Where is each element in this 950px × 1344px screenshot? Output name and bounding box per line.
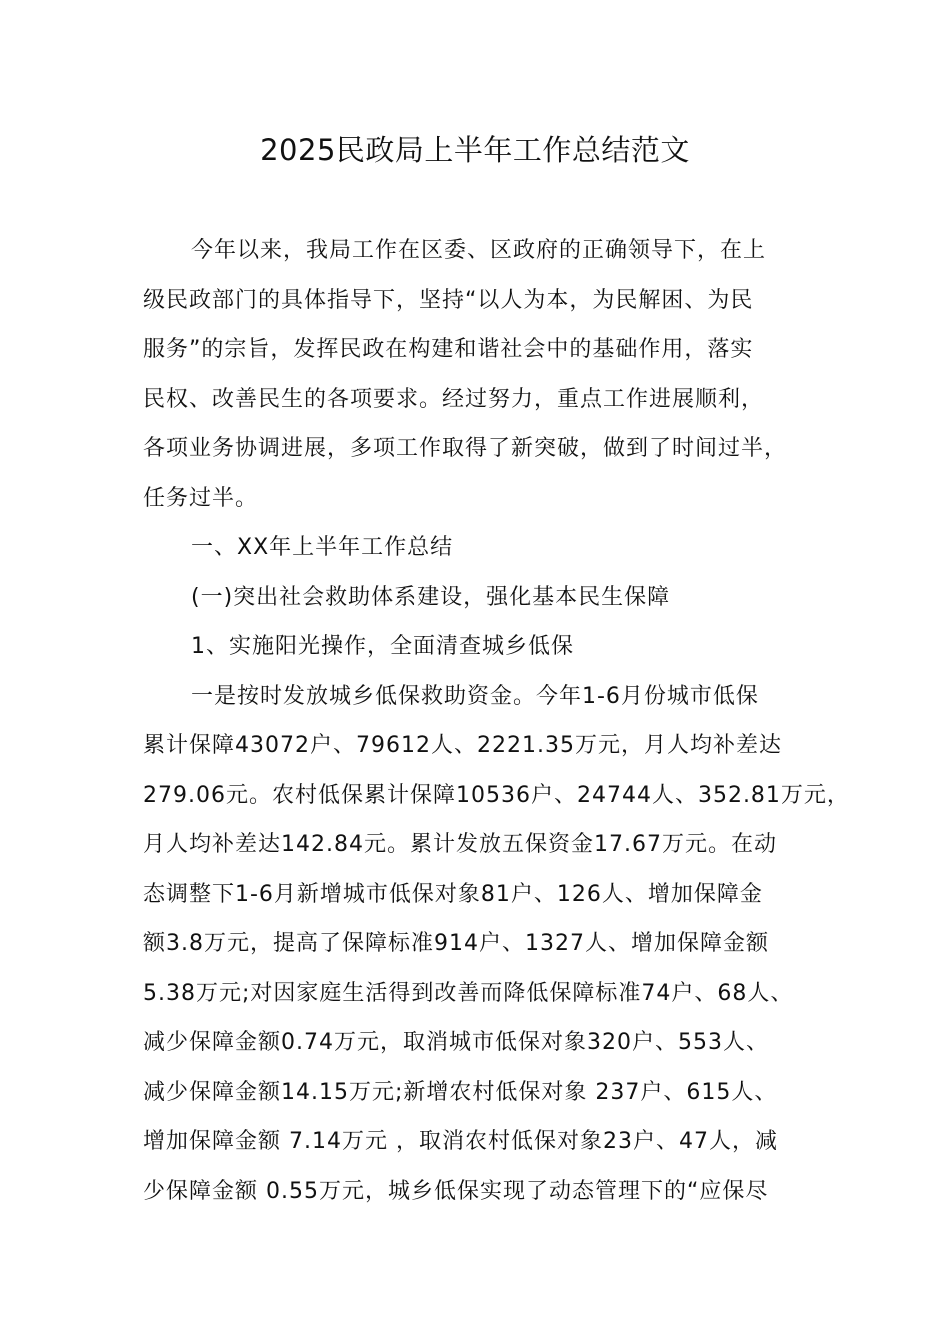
paragraph-line: 民权、改善民生的各项要求。经过努力，重点工作进展顺利， [143,386,765,412]
paragraph-line: 各项业务协调进展，多项工作取得了新突破，做到了时间过半， [143,436,788,461]
document-title: 2025民政局上半年工作总结范文 [260,133,690,167]
paragraph-line: 态调整下1-6月新增城市低保对象81户、126人、增加保障金 [143,881,763,907]
paragraph-line: 减少保障金额14.15万元;新增农村低保对象 237户、615人、 [143,1079,778,1105]
paragraph-line: 服务”的宗旨，发挥民政在构建和谐社会中的基础作用，落实 [143,337,754,362]
paragraph-line: 一是按时发放城乡低保救助资金。今年1-6月份城市低保 [191,683,759,709]
paragraph-line: 月人均补差达142.84元。累计发放五保资金17.67万元。在动 [143,832,777,857]
paragraph-line: 279.06元。农村低保累计保障10536户、24744人、352.81万元， [143,782,850,808]
paragraph-line: 增加保障金额 7.14万元 ，取消农村低保对象23户、47人，减 [143,1129,778,1154]
paragraph-line: 累计保障43072户、79612人、2221.35万元，月人均补差达 [143,733,782,758]
paragraph-line: 任务过半。 [143,485,259,511]
document-body [143,226,850,1216]
paragraph-line: 减少保障金额0.74万元，取消城市低保对象320户、553人、 [143,1030,769,1055]
subsection-heading: (一)突出社会救助体系建设，强化基本民生保障 [191,584,671,610]
paragraph-line: 级民政部门的具体指导下，坚持“以人为本，为民解困、为民 [143,287,754,313]
item-heading: 1、实施阳光操作，全面清查城乡低保 [191,634,574,659]
paragraph-line: 5.38万元;对因家庭生活得到改善而降低保障标准74户、68人、 [143,980,794,1006]
paragraph-line: 少保障金额 0.55万元，城乡低保实现了动态管理下的“应保尽 [143,1178,769,1204]
paragraph-line: 额3.8万元，提高了保障标准914户、1327人、增加保障金额 [143,931,769,956]
section-heading: 一、XX年上半年工作总结 [191,535,454,560]
paragraph-line: 今年以来，我局工作在区委、区政府的正确领导下，在上 [191,238,767,263]
